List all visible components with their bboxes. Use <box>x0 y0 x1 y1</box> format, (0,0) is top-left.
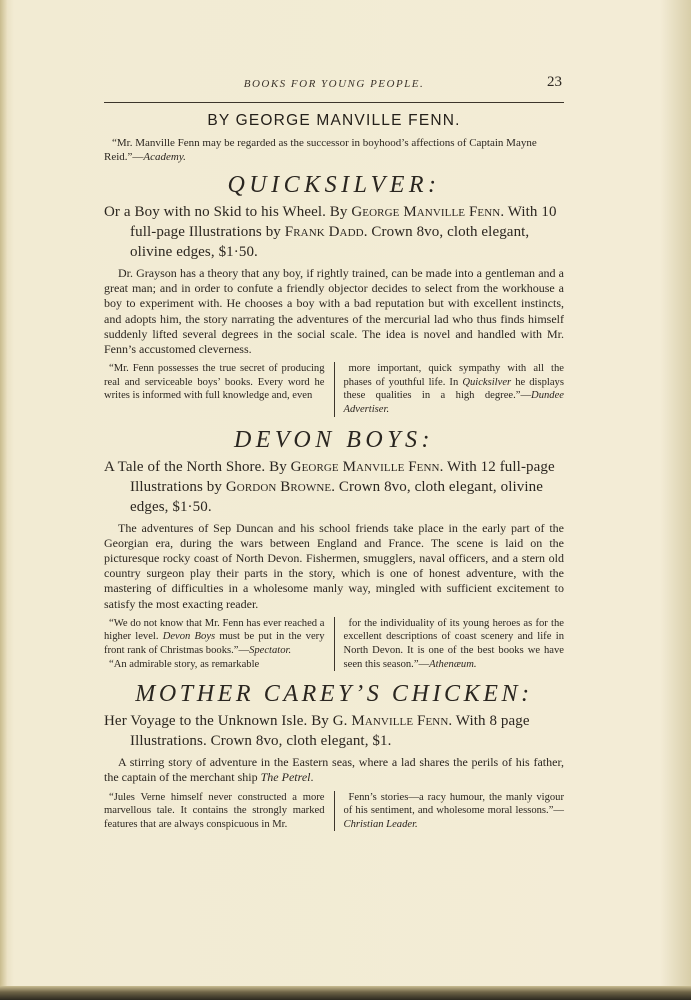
page-spine-shadow <box>0 0 8 1000</box>
review-source: Athenæum. <box>429 658 477 670</box>
review-quotes <box>104 791 564 832</box>
review-quote-right <box>334 617 565 671</box>
review-quote-left <box>104 617 334 671</box>
book-title: MOTHER CAREY’S CHICKEN: <box>135 681 533 708</box>
header-rule <box>104 102 564 103</box>
review-quote-left <box>104 362 334 416</box>
review-book-title: Quicksilver <box>462 376 512 388</box>
page-content <box>104 72 564 831</box>
epigraph-source: Academy. <box>143 151 186 163</box>
review-text: for the individuality of its young heroes as for the excellent descriptions of coast scenery and life in North Devon. It is one of the best books we have seen this season.”—Athenæum. <box>343 617 564 670</box>
book-illustration-note: . With 12 full-page Illustrations by <box>130 458 555 495</box>
review-quotes <box>104 362 564 416</box>
review-text: “An admirable story, as remarkable <box>109 658 260 670</box>
review-quote-right <box>334 362 565 416</box>
book-title: QUICKSILVER: <box>227 172 441 198</box>
page-bottom-edge <box>0 986 691 1000</box>
review-text: “Jules Verne himself never constructed a more marvellous tale. It contains the strongly marked features that are always conspicuous in Mr. <box>104 791 325 830</box>
author-heading: BY GEORGE MANVILLE FENN. <box>207 112 461 129</box>
review-text: Fenn’s stories—a racy humour, the manly vigour of his sentiment, and wholesome moral lessons.”—Christian Leader. <box>343 791 564 830</box>
book-subtitle: Or a Boy with no Skid to his Wheel. By <box>104 204 352 220</box>
book-author: G. Manville Fenn <box>332 713 449 730</box>
ship-name: The Petrel <box>260 770 311 785</box>
book-details: . Crown 8vo, cloth elegant, olivine edges, $1·50. <box>130 224 530 260</box>
book-subtitle-line <box>104 202 564 262</box>
book-entry-mother-careys-chicken <box>104 681 564 831</box>
book-illustration-note: . With 10 full-page Illustrations by <box>130 204 557 240</box>
book-subtitle-line <box>104 457 564 517</box>
review-source: Dundee Advertiser. <box>343 390 564 415</box>
book-subtitle: A Tale of the North Shore. By <box>104 458 291 475</box>
review-text: “Mr. Fenn possesses the true secret of producing real and serviceable boys’ books. Every word he writes is informed with full knowledge and, even <box>104 363 325 402</box>
book-title: DEVON BOYS: <box>233 426 435 453</box>
running-head-title: BOOKS FOR YOUNG PEOPLE. <box>243 78 425 90</box>
page-number: 23 <box>547 74 562 90</box>
book-illustrator: Frank Dadd <box>284 224 364 240</box>
review-text: more important, quick sympathy with all the phases of youthful life. In Quicksilver he displays these qualities in a high degree.”—Dundee Advertiser. <box>343 363 564 415</box>
book-description: The adventures of Sep Duncan and his school friends take place in the early part of the Georgian era, during the wars between England and France. The scene is laid on the picturesque rocky coast of North Devon. Fishermen, smugglers, naval officers, and a stern old country surgeon play their parts in the story, which is one of honest adventure, with the mastering of difficulties in a wholesome manly way, mingled with sufficient excitement to satisfy the most exacting reader. <box>104 520 564 611</box>
running-head <box>104 72 564 94</box>
review-quote-left <box>104 791 334 832</box>
book-author: George Manville Fenn <box>351 204 501 220</box>
book-entry-devon-boys <box>104 427 564 672</box>
review-quotes <box>104 617 564 671</box>
review-text: “We do not know that Mr. Fenn has ever reached a higher level. Devon Boys must be put in the very front rank of Christmas books.”—Spectator. <box>104 617 325 656</box>
review-quote-right <box>334 791 565 832</box>
review-source: Christian Leader. <box>343 818 418 830</box>
book-details: . With 8 page Illustrations. Crown 8vo, cloth elegant, $1. <box>130 713 530 750</box>
epigraph-text: “Mr. Manville Fenn may be regarded as the successor in boyhood’s affections of Captain Mayne Reid.”— <box>104 137 537 163</box>
book-subtitle-line <box>104 711 564 751</box>
book-subtitle: Her Voyage to the Unknown Isle. By <box>104 713 333 730</box>
review-source: Spectator. <box>249 645 292 656</box>
book-entry-quicksilver <box>104 172 564 417</box>
epigraph <box>104 136 564 164</box>
review-book-title: Devon Boys <box>162 631 216 643</box>
book-description: Dr. Grayson has a theory that any boy, if rightly trained, can be made into a gentleman and a great man; and in order to confute a friendly objector decides to select from the workhouse a boy to experiment with. He chooses a boy with a bad reputation but with excellent instincts, and adopts him, the story narrating the adventures of the mercurial lad who thus finds himself suddenly lifted several degrees in the social scale. The idea is novel and handled with Mr. Fenn’s accustomed cleverness. <box>104 266 564 357</box>
book-illustrator: Gordon Browne <box>225 478 332 495</box>
book-description: A stirring story of adventure in the Eastern seas, where a lad shares the perils of his father, the captain of the merchant ship The Petrel. <box>104 755 564 785</box>
book-details: . Crown 8vo, cloth elegant, olivine edges, $1·50. <box>130 478 543 515</box>
book-author: George Manville Fenn <box>290 458 440 475</box>
